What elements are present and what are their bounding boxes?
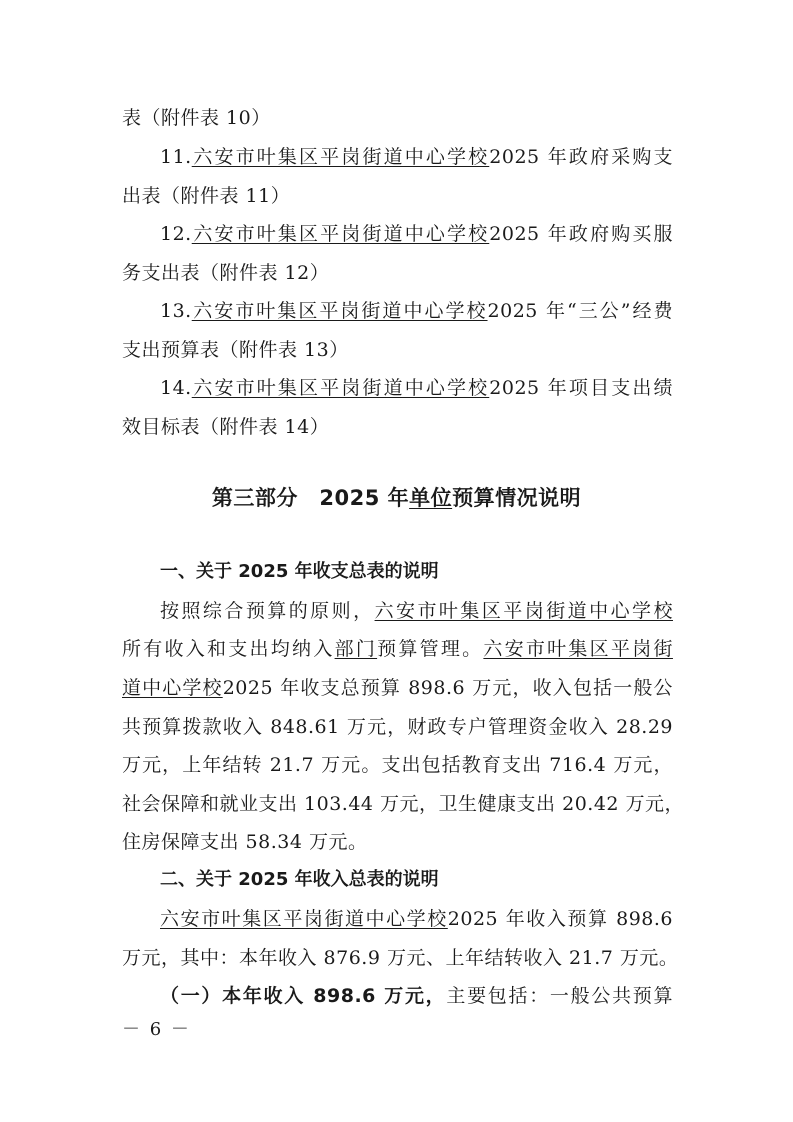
text-line: 支出预算表（附件表 13） bbox=[122, 339, 349, 361]
underlined-unit-name: 六安市叶集区平岗街道中心学校 bbox=[191, 223, 490, 245]
paragraph-line: 六安市叶集区平岗街道中心学校2025 年收入预算 898.6 bbox=[160, 908, 673, 930]
section-heading: 第三部分 2025 年单位预算情况说明 bbox=[211, 486, 582, 510]
underlined-unit-name: 六安市叶集区平岗街道中心学校 bbox=[191, 377, 490, 399]
subsection-title-1: 一、关于 2025 年收支总表的说明 bbox=[160, 561, 439, 582]
text-line: 出表（附件表 11） bbox=[122, 185, 291, 207]
paragraph-line: 所有收入和支出均纳入部门预算管理。六安市叶集区平岗街 bbox=[122, 638, 673, 660]
page-number: － 6 － bbox=[122, 1019, 191, 1040]
underlined-unit-name: 六安市叶集区平岗街 bbox=[483, 638, 673, 660]
bold-lead-text: （一）本年收入 898.6 万元， bbox=[160, 985, 447, 1007]
list-item-12: 12.六安市叶集区平岗街道中心学校2025 年政府购买服 bbox=[160, 223, 673, 245]
text-line: 表（附件表 10） bbox=[122, 107, 271, 129]
list-item-14: 14.六安市叶集区平岗街道中心学校2025 年项目支出绩 bbox=[160, 377, 673, 399]
paragraph-line: 道中心学校2025 年收支总预算 898.6 万元，收入包括一般公 bbox=[122, 677, 673, 699]
paragraph-line: 万元，其中：本年收入 876.9 万元、上年结转收入 21.7 万元。 bbox=[122, 947, 679, 969]
underlined-unit-name: 道中心学校 bbox=[122, 677, 223, 699]
underlined-unit-name: 六安市叶集区平岗街道中心学校 bbox=[191, 300, 488, 322]
paragraph-line: 社会保障和就业支出 103.44 万元，卫生健康支出 20.42 万元， bbox=[122, 793, 685, 815]
text-line: 效目标表（附件表 14） bbox=[122, 416, 330, 438]
text-line: 务支出表（附件表 12） bbox=[122, 262, 330, 284]
underlined-unit-name: 六安市叶集区平岗街道中心学校 bbox=[191, 146, 490, 168]
paragraph-line: （一）本年收入 898.6 万元，主要包括：一般公共预算 bbox=[160, 985, 673, 1007]
paragraph-line: 共预算拨款收入 848.61 万元，财政专户管理资金收入 28.29 bbox=[122, 716, 673, 738]
list-item-13: 13.六安市叶集区平岗街道中心学校2025 年“三公”经费 bbox=[160, 300, 673, 322]
list-item-11: 11.六安市叶集区平岗街道中心学校2025 年政府采购支 bbox=[160, 146, 673, 168]
paragraph-line: 万元，上年结转 21.7 万元。支出包括教育支出 716.4 万元， bbox=[122, 754, 673, 776]
subsection-title-2: 二、关于 2025 年收入总表的说明 bbox=[160, 869, 439, 890]
underlined-unit-name: 六安市叶集区平岗街道中心学校 bbox=[374, 600, 673, 622]
underlined-heading-word: 单位 bbox=[409, 486, 453, 510]
paragraph-line: 住房保障支出 58.34 万元。 bbox=[122, 831, 368, 853]
paragraph-line: 按照综合预算的原则，六安市叶集区平岗街道中心学校 bbox=[160, 600, 673, 622]
underlined-unit-name: 六安市叶集区平岗街道中心学校 bbox=[160, 908, 448, 930]
